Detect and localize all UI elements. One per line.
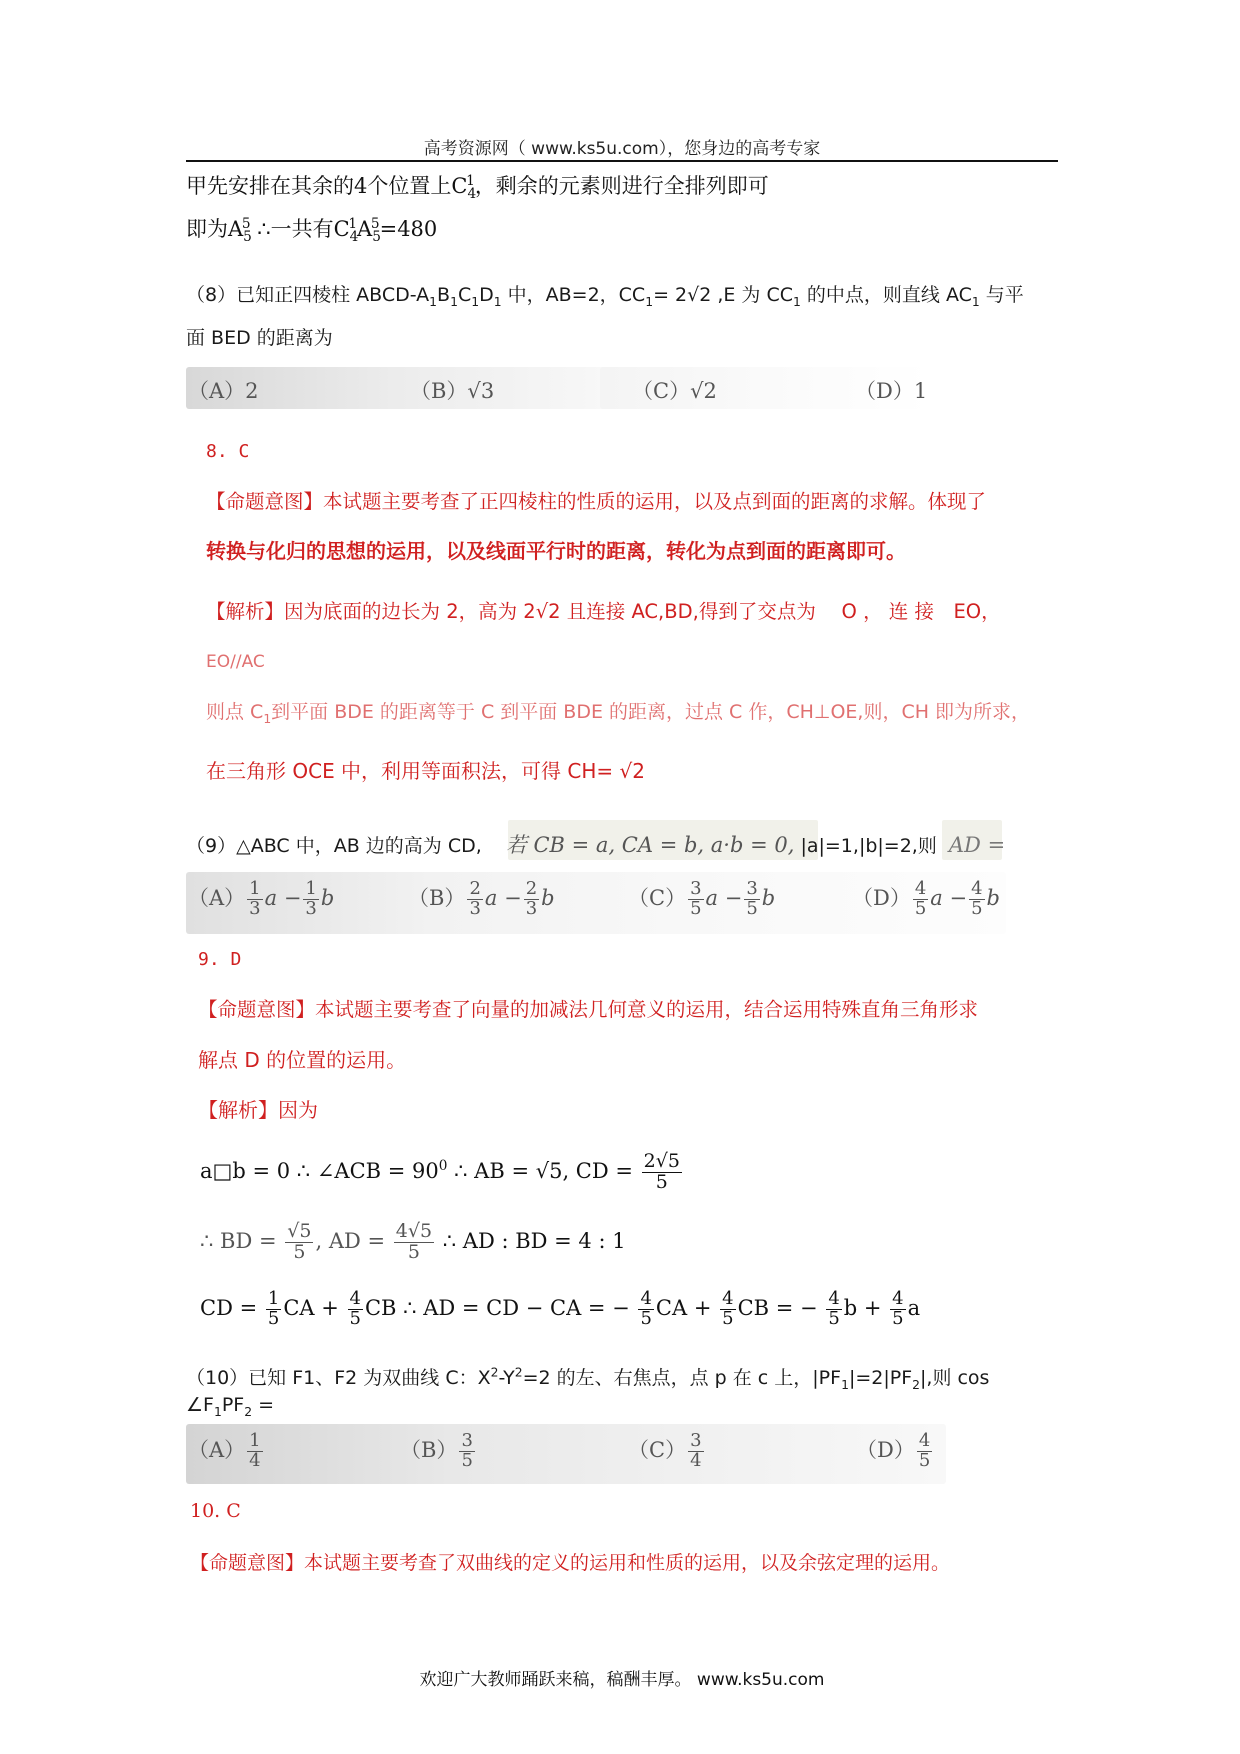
q9-intent-line-1: 【命题意图】本试题主要考查了向量的加减法几何意义的运用，结合运用特殊直角三角形求 (198, 998, 979, 1021)
q10-options-band (186, 1424, 946, 1484)
q10-option-b: （B） $\frac{3}{5}$ (400, 1430, 473, 1471)
q9-option-a: （A） $\frac{1}{3}$ a − $\frac{1}{3}$ b (188, 878, 335, 919)
q10-option-d: （D） $\frac{4}{5}$ (856, 1430, 931, 1471)
q8-option-c: （C）√2 (632, 379, 717, 403)
q9-equation-2: ∴ BD = $\frac{√5}{5}$ , AD = $\frac{4√5}{5}$ ∴ AD : BD = 4 : 1 (200, 1220, 626, 1263)
q8-analysis-line-4: 在三角形 OCE 中，利用等面积法，可得 CH= √2 (206, 759, 646, 783)
q8-intent-line-1: 【命题意图】本试题主要考查了正四棱柱的性质的运用，以及点到面的距离的求解。体现了 (206, 490, 987, 513)
q10-option-c: （C） $\frac{3}{4}$ (628, 1430, 702, 1471)
q9-stem: （9）△ABC 中，AB 边的高为 CD, 若 CB = a, CA = b, a·b = 0, |a|=1,|b|=2,则 AD = (186, 833, 1006, 857)
intro-line-2: 即为$A_5^5$ ∴一共有$C_4^1A_5^5=480$ (186, 216, 438, 246)
q9-option-b: （B） $\frac{2}{3}$ a − $\frac{2}{3}$ b (408, 878, 555, 919)
q10-answer: 10. C (190, 1500, 241, 1522)
q8-analysis-line-1: 【解析】因为底面的边长为 2，高为 2√2 且连接 AC,BD,得到了交点为 O ， 连 接 EO， (206, 600, 1001, 623)
q9-equation-1: a□b = 0 ∴ ∠ACB = $90^0$ ∴ AB = √5, CD = $\frac{2√5}{5}$ (200, 1150, 680, 1193)
q10-intent: 【命题意图】本试题主要考查了双曲线的定义的运用和性质的运用，以及余弦定理的运用。 (190, 1552, 951, 1574)
q8-option-a: （A）2 (188, 379, 259, 403)
q8-analysis-line-2: EO//AC (206, 652, 265, 672)
q9-analysis-label: 【解析】因为 (198, 1098, 318, 1122)
q9-option-d: （D） $\frac{4}{5}$ a − $\frac{4}{5}$ b (852, 878, 1000, 919)
q10-stem-line-2: $\angle F_1PF_2$ = (186, 1394, 275, 1419)
q8-option-d: （D）1 (855, 379, 928, 403)
q8-option-b: （B）√3 (410, 379, 495, 403)
q9-option-c: （C） $\frac{3}{5}$ a − $\frac{3}{5}$ b (628, 878, 776, 919)
q9-answer: 9. D (198, 949, 242, 970)
q9-equation-3: CD = $\frac{1}{5}$ CA + $\frac{4}{5}$ CB ∴ AD = CD − CA = − $\frac{4}{5}$ CA + $\frac{4}{5}$ CB = − $\frac{4}{5}$ b + $\frac{4}{5}$ a (200, 1288, 921, 1329)
q10-option-a: （A） $\frac{1}{4}$ (188, 1430, 261, 1471)
q8-answer: 8. C (206, 441, 250, 462)
q9-intent-line-2: 解点 D 的位置的运用。 (198, 1048, 407, 1072)
q8-intent-line-2: 转换与化归的思想的运用，以及线面平行时的距离，转化为点到面的距离即可。 (206, 539, 906, 563)
page-header: 高考资源网（ www.ks5u.com），您身边的高考专家 (423, 139, 821, 159)
q8-analysis-line-3: 则点 $C_1$到平面 BDE 的距离等于 C 到平面 BDE 的距离，过点 C 作，CH⊥OE,则，CH 即为所求， (206, 701, 1031, 726)
intro-line-1: 甲先安排在其余的4个位置上$C_4^1$，剩余的元素则进行全排列即可 (186, 173, 769, 203)
header-rule (186, 160, 1058, 162)
page-footer: 欢迎广大教师踊跃来稿，稿酬丰厚。 www.ks5u.com (419, 1670, 825, 1690)
q8-stem-line-1: （8）已知正四棱柱 ABCD-$A_1B_1C_1D_1$ 中，AB=2，$CC_1= 2√2$ ,E 为 $CC_1$ 的中点，则直线 $AC_1$ 与平 (186, 284, 1024, 309)
q8-stem-line-2: 面 BED 的距离为 (186, 327, 333, 349)
q10-stem-line-1: （10）已知 F1、F2 为双曲线 C：$X^2-Y^2=2$ 的左、右焦点，点 p 在 c 上，$|PF_1|=2|PF_2|$,则 cos (186, 1365, 990, 1392)
